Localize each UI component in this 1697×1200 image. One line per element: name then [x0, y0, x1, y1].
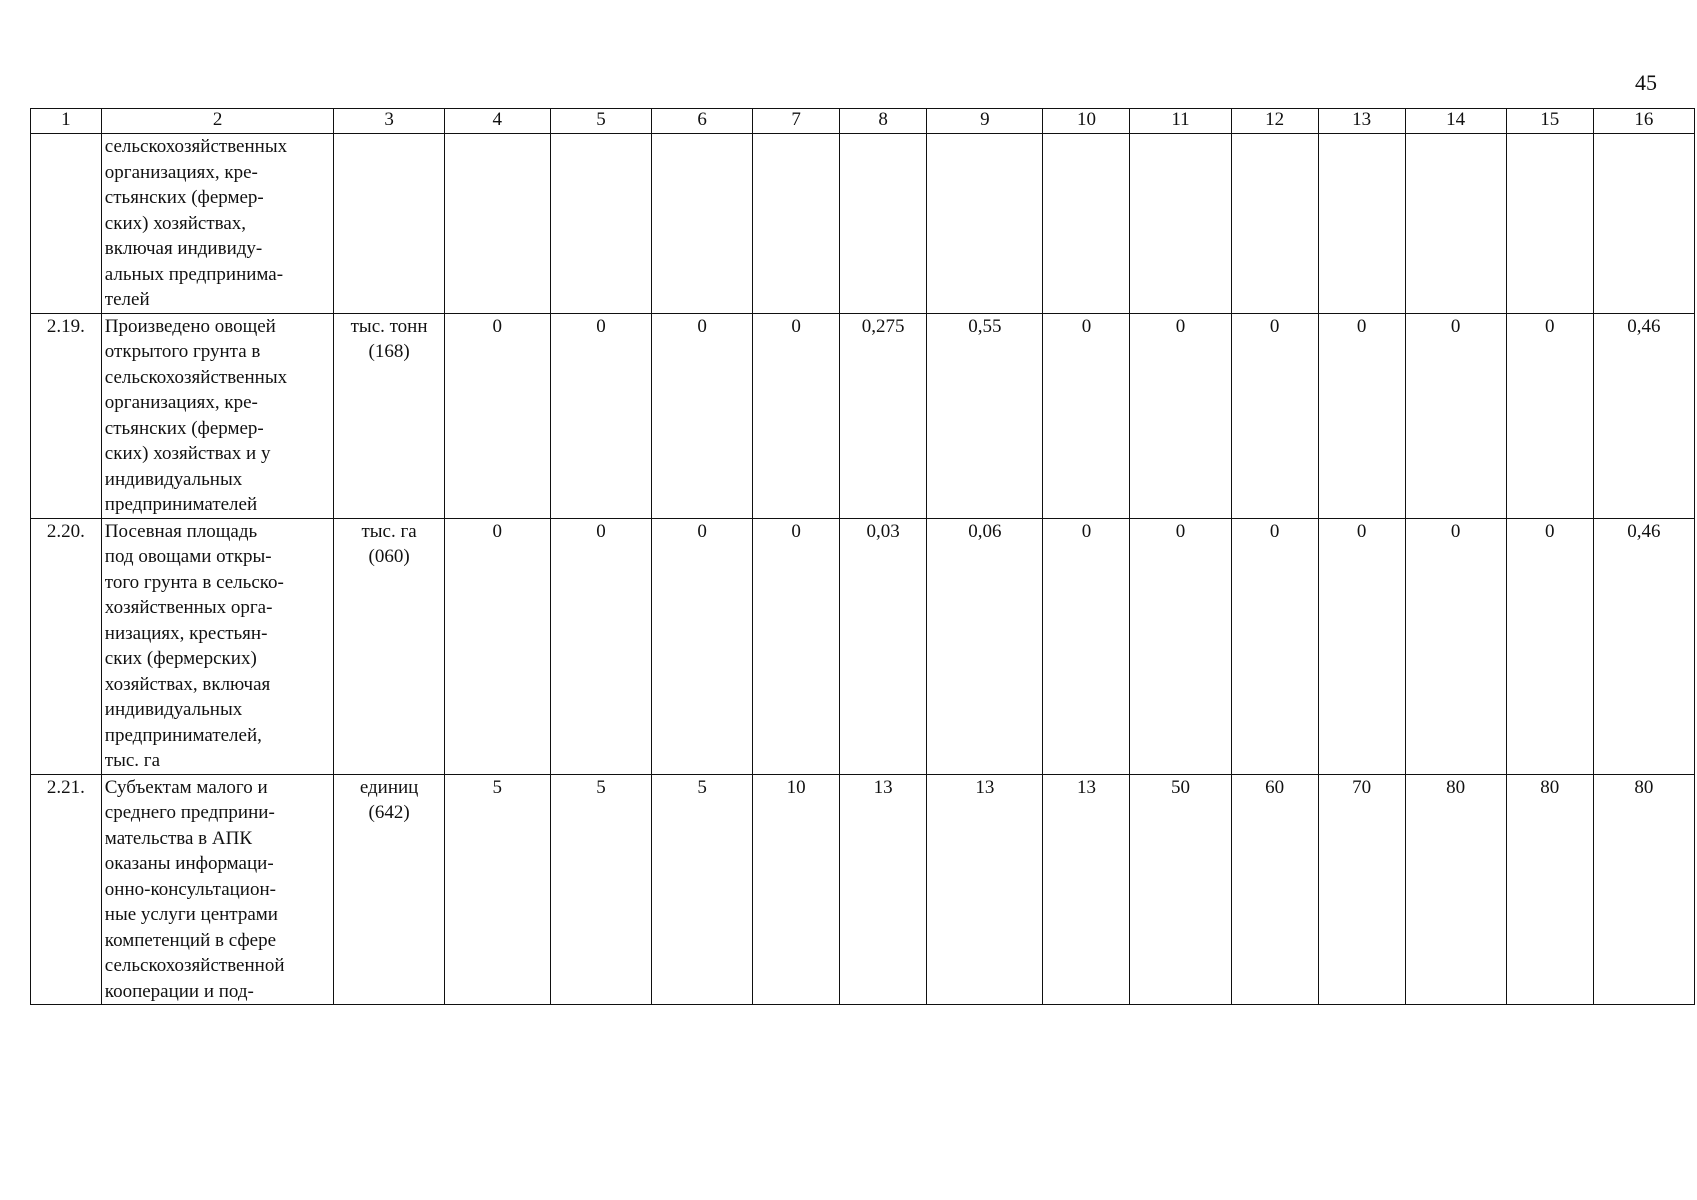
- value-cell: [927, 134, 1043, 314]
- value-cell: 0: [1506, 518, 1593, 774]
- value-cell: 0,55: [927, 313, 1043, 518]
- unit-line: тыс. га: [361, 520, 417, 542]
- value-cell: [753, 134, 840, 314]
- description-line: Произведено овощей: [104, 315, 276, 337]
- value-cell: [1506, 134, 1593, 314]
- unit-line: (060): [368, 546, 410, 567]
- indicator-description: [101, 313, 334, 518]
- indicator-description: [101, 134, 334, 314]
- column-header: 2: [101, 109, 334, 134]
- value-cell: 80: [1593, 774, 1694, 1005]
- description-line: включая индивиду-: [104, 238, 263, 259]
- value-cell: 0: [1405, 313, 1506, 518]
- value-cell: 10: [753, 774, 840, 1005]
- unit-of-measure: [334, 313, 444, 518]
- value-cell: 0: [652, 313, 753, 518]
- description-line: мательства в АПК: [104, 827, 252, 849]
- unit-of-measure: [334, 774, 444, 1005]
- header-row: [31, 109, 1695, 134]
- value-cell: [550, 134, 651, 314]
- description-line: ских) хозяйствах и у: [104, 443, 271, 464]
- value-cell: 0: [444, 313, 550, 518]
- value-cell: 5: [550, 774, 651, 1005]
- row-number: 2.20.: [31, 518, 102, 774]
- column-header: 8: [840, 109, 927, 134]
- description-line: Субъектам малого и: [104, 776, 268, 798]
- description-line: компетенций в сфере: [104, 929, 277, 951]
- description-line: оказаны информаци-: [104, 853, 274, 874]
- value-cell: 0: [1318, 518, 1405, 774]
- value-cell: 13: [1043, 774, 1130, 1005]
- description-line: ских) хозяйствах,: [104, 212, 247, 234]
- value-cell: 0,46: [1593, 518, 1694, 774]
- value-cell: 13: [927, 774, 1043, 1005]
- value-cell: [1318, 134, 1405, 314]
- description-line: под овощами откры-: [104, 546, 272, 567]
- column-header: 14: [1405, 109, 1506, 134]
- description-line: альных предпринима-: [104, 263, 284, 285]
- value-cell: [1405, 134, 1506, 314]
- indicator-description: [101, 774, 334, 1005]
- table-body: [31, 109, 1695, 1005]
- description-line: индивидуальных: [104, 699, 243, 720]
- value-cell: 0: [1318, 313, 1405, 518]
- description-line: хозяйствах, включая: [104, 673, 271, 695]
- column-header: 11: [1130, 109, 1231, 134]
- description-line: Посевная площадь: [104, 520, 258, 542]
- value-cell: 5: [444, 774, 550, 1005]
- description-line: среднего предприни-: [104, 802, 275, 823]
- value-cell: 70: [1318, 774, 1405, 1005]
- description-line: стьянских (фермер-: [104, 187, 264, 208]
- value-cell: [840, 134, 927, 314]
- value-cell: 0: [550, 518, 651, 774]
- value-cell: 0: [753, 313, 840, 518]
- unit-of-measure: [334, 518, 444, 774]
- value-cell: [652, 134, 753, 314]
- value-cell: 0: [550, 313, 651, 518]
- column-header: 4: [444, 109, 550, 134]
- page-number: 45: [1635, 70, 1657, 95]
- column-header: 9: [927, 109, 1043, 134]
- description-line: хозяйственных орга-: [104, 597, 273, 618]
- row-number: 2.19.: [31, 313, 102, 518]
- value-cell: 0: [753, 518, 840, 774]
- value-cell: 0: [1405, 518, 1506, 774]
- value-cell: 0: [1231, 313, 1318, 518]
- value-cell: 0: [444, 518, 550, 774]
- column-header: 3: [334, 109, 444, 134]
- description-line: онно-консультацион-: [104, 878, 276, 900]
- description-line: сельскохозяйственной: [104, 955, 285, 976]
- data-table: [30, 108, 1695, 1005]
- value-cell: 0: [1043, 518, 1130, 774]
- value-cell: 0,03: [840, 518, 927, 774]
- unit-line: (642): [368, 802, 410, 823]
- description-line: организациях, кре-: [104, 161, 258, 183]
- row-number: 2.21.: [31, 774, 102, 1005]
- unit-of-measure: [334, 134, 444, 314]
- column-header: 7: [753, 109, 840, 134]
- indicator-description: [101, 518, 334, 774]
- table-row: [31, 134, 1695, 314]
- value-cell: 0: [1506, 313, 1593, 518]
- column-header: 5: [550, 109, 651, 134]
- value-cell: 0: [1043, 313, 1130, 518]
- value-cell: 5: [652, 774, 753, 1005]
- description-line: ских (фермерских): [104, 648, 257, 669]
- description-line: стьянских (фермер-: [104, 417, 264, 439]
- value-cell: 50: [1130, 774, 1231, 1005]
- description-line: сельскохозяйственных: [104, 366, 288, 388]
- value-cell: [1231, 134, 1318, 314]
- value-cell: [444, 134, 550, 314]
- table-row: [31, 774, 1695, 1005]
- column-header: 1: [31, 109, 102, 134]
- description-line: предпринимателей,: [104, 724, 262, 746]
- value-cell: 0,06: [927, 518, 1043, 774]
- description-line: сельскохозяйственных: [104, 136, 288, 157]
- description-line: предпринимателей: [104, 494, 258, 515]
- description-line: кооперации и под-: [104, 980, 254, 1002]
- value-cell: 60: [1231, 774, 1318, 1005]
- table-row: [31, 313, 1695, 518]
- description-line: телей: [104, 289, 150, 310]
- description-line: организациях, кре-: [104, 392, 258, 413]
- description-line: тыс. га: [104, 750, 161, 771]
- unit-line: (168): [368, 341, 410, 362]
- column-header: 16: [1593, 109, 1694, 134]
- unit-line: тыс. тонн: [350, 315, 428, 337]
- value-cell: 0,275: [840, 313, 927, 518]
- description-line: ные услуги центрами: [104, 904, 278, 925]
- table-row: [31, 518, 1695, 774]
- row-number: [31, 134, 102, 314]
- value-cell: [1043, 134, 1130, 314]
- description-line: того грунта в сельско-: [104, 571, 284, 593]
- column-header: 6: [652, 109, 753, 134]
- value-cell: [1593, 134, 1694, 314]
- description-line: индивидуальных: [104, 468, 243, 490]
- column-header: 13: [1318, 109, 1405, 134]
- unit-line: единиц: [359, 776, 419, 798]
- value-cell: 0: [1130, 518, 1231, 774]
- column-header: 10: [1043, 109, 1130, 134]
- value-cell: 80: [1506, 774, 1593, 1005]
- column-header: 12: [1231, 109, 1318, 134]
- value-cell: 0,46: [1593, 313, 1694, 518]
- value-cell: 0: [1231, 518, 1318, 774]
- column-header: 15: [1506, 109, 1593, 134]
- value-cell: 80: [1405, 774, 1506, 1005]
- description-line: открытого грунта в: [104, 341, 261, 362]
- value-cell: 13: [840, 774, 927, 1005]
- description-line: низациях, крестьян-: [104, 622, 268, 644]
- value-cell: [1130, 134, 1231, 314]
- value-cell: 0: [1130, 313, 1231, 518]
- value-cell: 0: [652, 518, 753, 774]
